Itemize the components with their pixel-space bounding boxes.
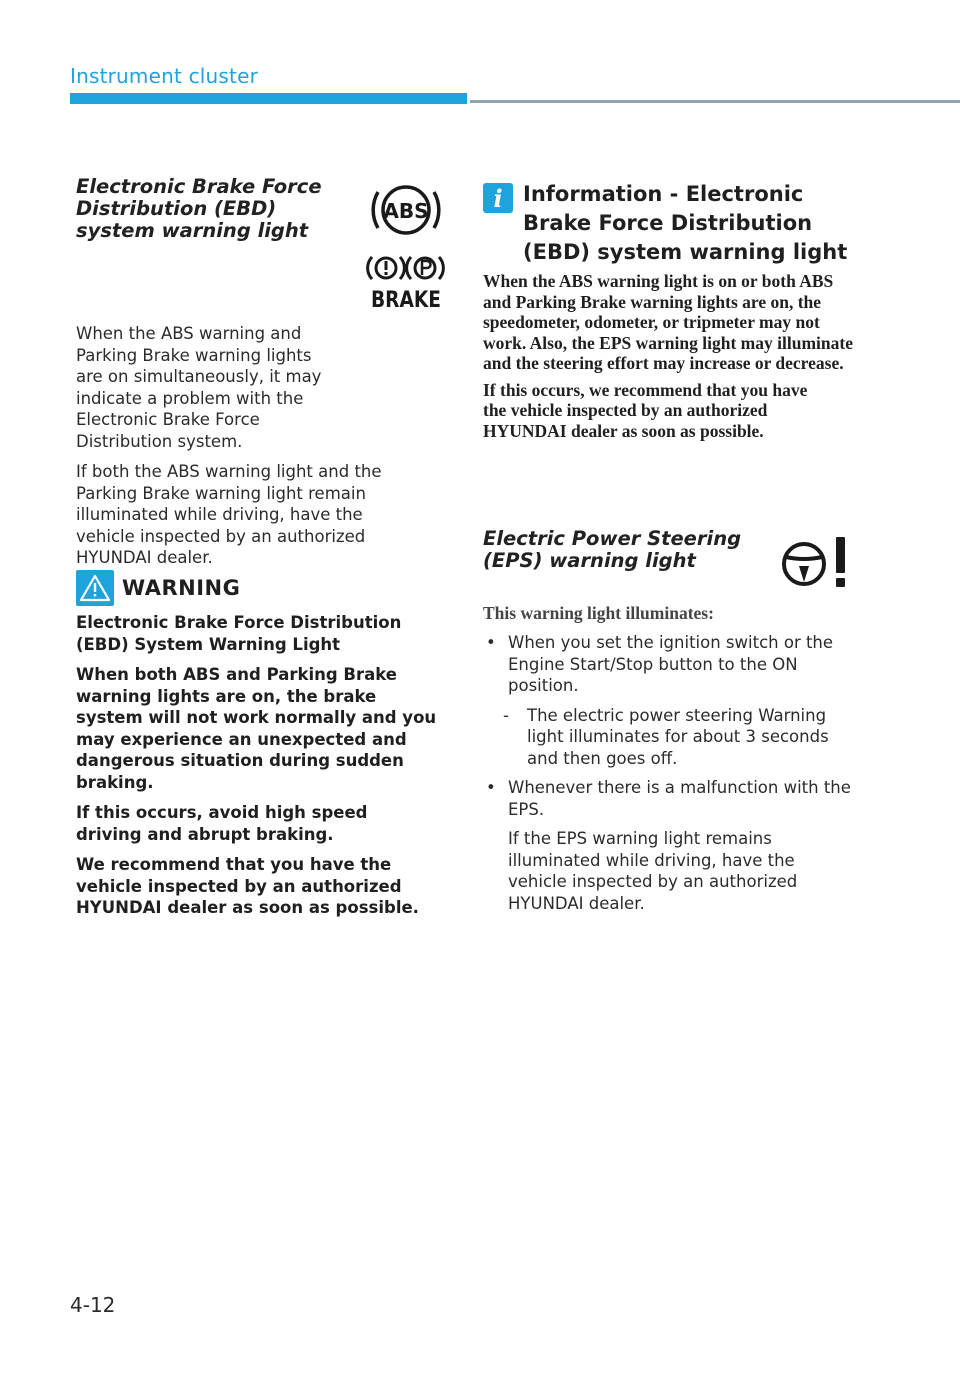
warning-paragraph-1: Electronic Brake Force Distribution (EBD) System Warning Light <box>76 613 402 654</box>
abs-warning-icon <box>370 178 442 242</box>
info-title: Information - Electronic Brake Force Distribution (EBD) system warning light <box>523 182 848 264</box>
warning-header <box>76 570 438 606</box>
ebd-body <box>76 323 438 578</box>
header-rule <box>470 100 960 103</box>
page-section-title: Instrument cluster <box>70 64 259 88</box>
warning-label: WARNING <box>122 576 241 600</box>
eps-body <box>483 603 855 914</box>
info-paragraph-1: When the ABS warning light is on or both ABS and Parking Brake warning lights are on, the speedometer, odometer, or tripmeter may not work. Also, the EPS warning light may illuminate and the steering effort may increase or decrease. <box>483 271 853 373</box>
eps-bullet-2-continuation: If the EPS warning light remains illuminated while driving, have the vehicle inspected by an authorized HYUNDAI dealer. <box>508 829 798 913</box>
warning-paragraph-2: When both ABS and Parking Brake warning lights are on, the brake system will not work normally and you may experience an unexpected and dangerous situation during sudden braking. <box>76 665 437 792</box>
brake-warning-icon <box>368 252 444 313</box>
eps-sub-item <box>483 705 855 770</box>
warning-paragraph-4: We recommend that you have the vehicle inspected by an authorized HYUNDAI dealer as soon as possible. <box>76 855 419 917</box>
eps-bullet-1 <box>483 632 855 697</box>
dash-glyph: - <box>503 705 509 725</box>
page-number: 4-12 <box>70 1293 116 1317</box>
warning-box <box>76 570 438 928</box>
eps-bullet-2-text: Whenever there is a malfunction with the EPS. <box>508 778 851 819</box>
eps-sub-item-text: The electric power steering Warning light illuminates for about 3 seconds and then goes off. <box>527 705 829 768</box>
eps-section-title: Electric Power Steering (EPS) warning light <box>483 527 742 572</box>
warning-paragraph-3: If this occurs, avoid high speed driving and abrupt braking. <box>76 803 368 844</box>
eps-bullet-2 <box>483 777 855 820</box>
ebd-paragraph-1: When the ABS warning and Parking Brake warning lights are on simultaneously, it may indicate a problem with the Electronic Brake Force Distribution system. <box>76 324 322 451</box>
info-box <box>483 180 855 447</box>
ebd-paragraph-2: If both the ABS warning light and the Parking Brake warning light remain illuminated while driving, have the vehicle inspected by an authorized HYUNDAI dealer. <box>76 462 382 567</box>
brake-icon-label: BRAKE <box>371 288 441 313</box>
header-accent-bar <box>70 93 467 104</box>
bullet-glyph: • <box>486 633 496 652</box>
eps-lead: This warning light illuminates: <box>483 603 714 623</box>
warning-triangle-icon <box>76 570 114 606</box>
info-icon: i <box>483 183 513 213</box>
steering-warning-icon <box>780 535 852 589</box>
bullet-glyph: • <box>486 778 496 797</box>
info-paragraph-2: If this occurs, we recommend that you have the vehicle inspected by an authorized HYUNDAI dealer as soon as possible. <box>483 379 808 441</box>
abs-icon-label: ABS <box>383 199 429 223</box>
ebd-section-title: Electronic Brake Force Distribution (EBD) system warning light <box>76 175 322 242</box>
info-header <box>483 180 855 267</box>
eps-bullet-1-text: When you set the ignition switch or the Engine Start/Stop button to the ON position. <box>508 633 834 695</box>
